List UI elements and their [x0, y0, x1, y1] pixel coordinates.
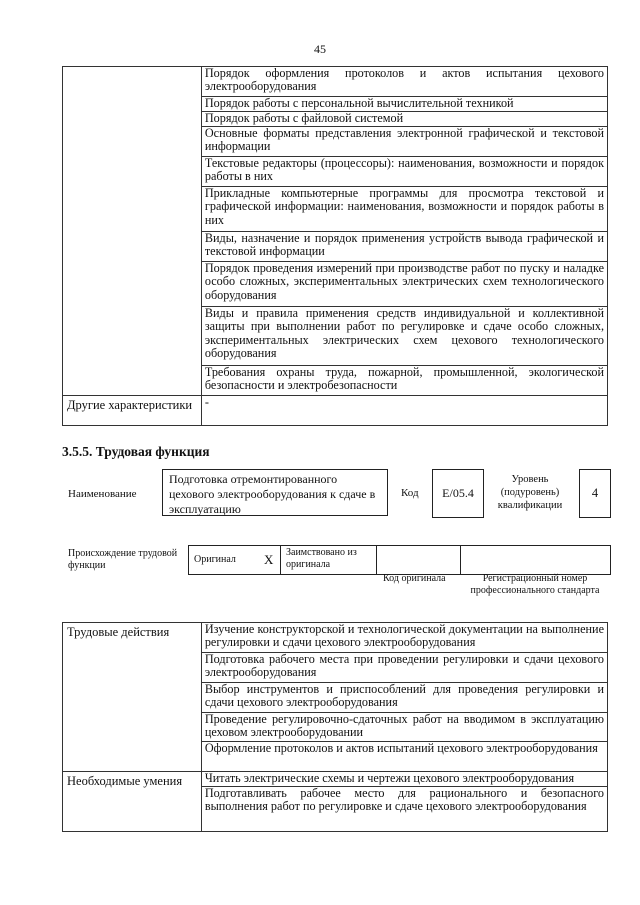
- action-item: Проведение регулировочно-сдаточных работ на вводимом в эксплуатацию цеховом электрооборудовании: [201, 713, 607, 742]
- skill-item: Подготавливать рабочее место для рационального и безопасного выполнения работ по регулировке и сдаче цехового электрооборудования: [201, 787, 607, 832]
- knowledge-item: Основные форматы представления электронной графической и текстовой информации: [201, 127, 607, 157]
- level-value: 4: [579, 469, 611, 518]
- level-label: Уровень (подуровень) квалификации: [497, 474, 563, 511]
- original-mark: X: [264, 552, 274, 567]
- knowledge-item: Виды, назначение и порядок применения устройств вывода графической и текстовой информации: [201, 232, 607, 262]
- knowledge-item: Виды и правила применения средств индивидуальной и коллективной защиты при выполнении работ по регулировке и сдаче особо сложных, экспериментальных электрических схем цехового технологического оборудования: [201, 307, 607, 366]
- skill-item: Читать электрические схемы и чертежи цехового электрооборудования: [201, 772, 607, 787]
- knowledge-item: Порядок работы с персональной вычислительной техникой: [201, 97, 607, 112]
- knowledge-item: Прикладные компьютерные программы для просмотра текстовой и графической информации: наименования, возможности и порядок работы в них: [201, 187, 607, 232]
- original-label: Оригинал: [194, 554, 236, 565]
- knowledge-item: Требования охраны труда, пожарной, промышленной, экологической безопасности и электробезопасности: [201, 366, 607, 396]
- borrowed-label: Заимствовано из оригинала: [286, 547, 357, 570]
- knowledge-item: Порядок работы с файловой системой: [201, 112, 607, 127]
- code-original-label: Код оригинала: [383, 573, 446, 584]
- function-name-value: Подготовка отремонтированного цехового электрооборудования к сдаче в эксплуатацию: [162, 469, 388, 516]
- section-heading: 3.5.5. Трудовая функция: [62, 444, 210, 459]
- action-item: Выбор инструментов и приспособлений для проведения регулировки и сдачи цехового электрооборудования: [201, 683, 607, 713]
- action-item: Изучение конструкторской и технологической документации на выполнение регулировки и сдачи цехового электрооборудования: [201, 623, 607, 653]
- empty-label-cell: [63, 67, 202, 396]
- original-cell: [188, 545, 282, 575]
- page-number: 45: [314, 42, 326, 56]
- action-item: Оформление протоколов и актов испытаний цехового электрооборудования: [201, 742, 607, 772]
- knowledge-item: Порядок проведения измерений при производстве работ по пуску и наладке особо сложных, экспериментальных электрических схем технологического оборудования: [201, 262, 607, 307]
- action-item: Подготовка рабочего места при проведении регулировки и сдачи цехового электрооборудования: [201, 653, 607, 683]
- other-characteristics-label: Другие характеристики: [63, 396, 202, 426]
- reg-number-cell: [460, 545, 611, 575]
- borrowed-cell: [280, 545, 378, 575]
- function-code-value: E/05.4: [432, 469, 484, 518]
- other-characteristics-value: -: [201, 396, 607, 426]
- actions-label: Трудовые действия: [63, 623, 202, 772]
- actions-table: [62, 622, 608, 832]
- knowledge-table: [62, 66, 608, 426]
- code-original-cell: [376, 545, 462, 575]
- reg-number-label: Регистрационный номер профессионального стандарта: [470, 573, 600, 596]
- name-label: Наименование: [68, 488, 137, 500]
- knowledge-item: Порядок оформления протоколов и актов испытания цехового электрооборудования: [201, 67, 607, 97]
- skills-label: Необходимые умения: [63, 772, 202, 832]
- code-label: Код: [401, 487, 419, 499]
- knowledge-item: Текстовые редакторы (процессоры): наименования, возможности и порядок работы в них: [201, 157, 607, 187]
- origin-label: Происхождение трудовой функции: [68, 548, 178, 571]
